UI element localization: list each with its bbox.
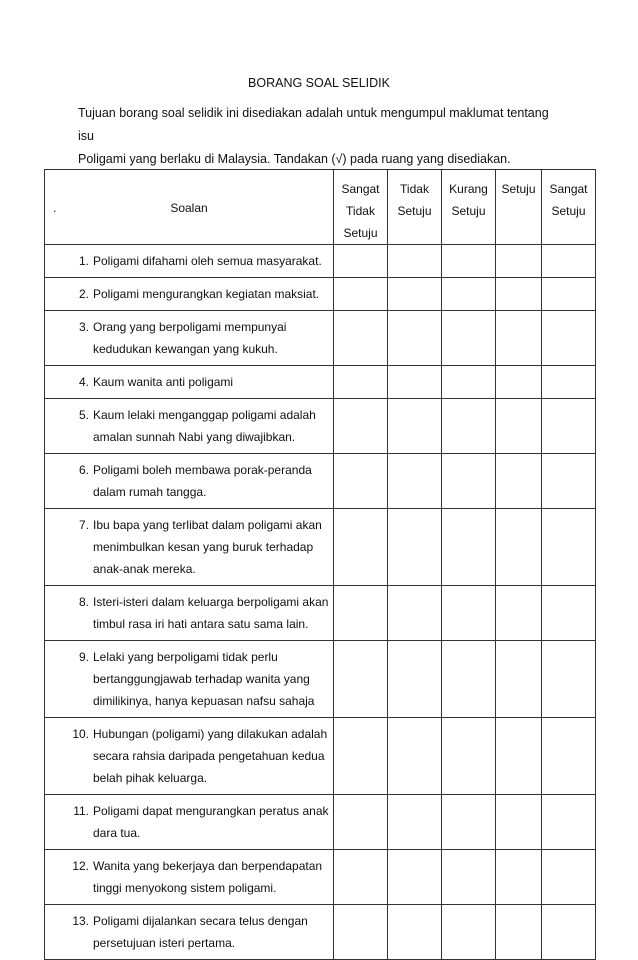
table-row: [45, 641, 596, 718]
answer-checkbox-cell[interactable]: [442, 311, 496, 366]
question-text-line: timbul rasa iri hati antara satu sama lain.: [93, 617, 309, 631]
question-number: 1.: [78, 254, 89, 268]
table-row: [45, 399, 596, 454]
intro-line: Tujuan borang soal selidik ini disediakan adalah untuk mengumpul maklumat tentang isu: [78, 106, 549, 143]
answer-checkbox-cell[interactable]: [496, 509, 542, 586]
answer-checkbox-cell[interactable]: [442, 850, 496, 905]
question-text: [93, 404, 329, 448]
question-text-line: anak-anak mereka.: [93, 562, 196, 576]
answer-checkbox-cell[interactable]: [542, 718, 596, 795]
question-text-line: Kaum wanita anti poligami: [93, 375, 234, 389]
option-header-line: Sangat: [549, 182, 588, 196]
question-cell: [45, 586, 334, 641]
answer-checkbox-cell[interactable]: [542, 509, 596, 586]
question-text: [93, 800, 329, 844]
answer-checkbox-cell[interactable]: [542, 850, 596, 905]
intro-paragraph: [78, 102, 568, 171]
form-title: BORANG SOAL SELIDIK: [248, 76, 390, 90]
question-text-line: dalam rumah tangga.: [93, 485, 207, 499]
answer-checkbox-cell[interactable]: [496, 366, 542, 399]
question-cell: [45, 454, 334, 509]
question-number: 4.: [78, 375, 89, 389]
answer-checkbox-cell[interactable]: [496, 454, 542, 509]
question-text-line: persetujuan isteri pertama.: [93, 936, 236, 950]
question-text-line: menimbulkan kesan yang buruk terhadap: [93, 540, 314, 554]
question-cell: [45, 278, 334, 311]
table-row: [45, 311, 596, 366]
question-number: 8.: [78, 595, 89, 609]
answer-checkbox-cell[interactable]: [388, 905, 442, 960]
answer-checkbox-cell[interactable]: [442, 366, 496, 399]
question-text-line: belah pihak keluarga.: [93, 771, 208, 785]
answer-checkbox-cell[interactable]: [442, 905, 496, 960]
question-text-line: Poligami boleh membawa porak-peranda: [93, 463, 312, 477]
answer-checkbox-cell[interactable]: [334, 718, 388, 795]
header-row: [45, 170, 596, 245]
question-text: [93, 371, 329, 393]
answer-checkbox-cell[interactable]: [496, 641, 542, 718]
question-text-line: Hubungan (poligami) yang dilakukan adalah: [93, 727, 328, 741]
answer-checkbox-cell[interactable]: [334, 509, 388, 586]
question-text: [93, 514, 329, 580]
answer-checkbox-cell[interactable]: [388, 399, 442, 454]
intro-line: Poligami yang berlaku di Malaysia. Tandakan (√) pada ruang yang disediakan.: [78, 152, 511, 166]
answer-checkbox-cell[interactable]: [442, 795, 496, 850]
question-number: 13.: [72, 914, 89, 928]
question-number: 12.: [72, 859, 89, 873]
answer-checkbox-cell[interactable]: [334, 399, 388, 454]
question-cell: [45, 509, 334, 586]
question-cell: [45, 641, 334, 718]
question-cell: [45, 399, 334, 454]
answer-checkbox-cell[interactable]: [496, 245, 542, 278]
question-number: 11.: [73, 804, 89, 818]
question-number: 5.: [78, 408, 89, 422]
question-text-line: Ibu bapa yang terlibat dalam poligami akan: [93, 518, 322, 532]
answer-checkbox-cell[interactable]: [496, 905, 542, 960]
answer-checkbox-cell[interactable]: [442, 586, 496, 641]
question-text: [93, 316, 329, 360]
question-text-line: amalan sunnah Nabi yang diwajibkan.: [93, 430, 296, 444]
answer-checkbox-cell[interactable]: [496, 586, 542, 641]
option-header-line: Setuju: [551, 204, 586, 218]
table-row: [45, 905, 596, 960]
option-header-agree: [496, 170, 542, 245]
table-row: [45, 366, 596, 399]
survey-table: [44, 169, 596, 960]
table-row: [45, 586, 596, 641]
answer-checkbox-cell[interactable]: [442, 278, 496, 311]
answer-checkbox-cell[interactable]: [542, 586, 596, 641]
question-text-line: dara tua.: [93, 826, 141, 840]
table-row: [45, 245, 596, 278]
answer-checkbox-cell[interactable]: [496, 718, 542, 795]
header-dot: .: [53, 201, 57, 215]
question-text: [93, 283, 329, 305]
question-cell: [45, 311, 334, 366]
question-text-line: Isteri-isteri dalam keluarga berpoligami akan: [93, 595, 329, 609]
question-text: [93, 646, 329, 712]
option-header-line: Setuju: [397, 204, 432, 218]
option-header-line: Sangat: [341, 182, 380, 196]
question-text-line: kedudukan kewangan yang kukuh.: [93, 342, 278, 356]
option-header-strongly-agree: [542, 170, 596, 245]
survey-body: [45, 245, 596, 960]
answer-checkbox-cell[interactable]: [442, 641, 496, 718]
question-number: 7.: [78, 518, 89, 532]
question-text-line: Lelaki yang berpoligami tidak perlu: [93, 650, 278, 664]
answer-checkbox-cell[interactable]: [442, 718, 496, 795]
answer-checkbox-cell[interactable]: [388, 311, 442, 366]
table-row: [45, 850, 596, 905]
option-header-line: Setuju: [501, 182, 536, 196]
answer-checkbox-cell[interactable]: [388, 718, 442, 795]
answer-checkbox-cell[interactable]: [496, 399, 542, 454]
question-cell: [45, 366, 334, 399]
answer-checkbox-cell[interactable]: [334, 366, 388, 399]
answer-checkbox-cell[interactable]: [388, 454, 442, 509]
question-cell: [45, 850, 334, 905]
question-text-line: Poligami mengurangkan kegiatan maksiat.: [93, 287, 320, 301]
answer-checkbox-cell[interactable]: [388, 586, 442, 641]
option-header-line: Setuju: [343, 226, 378, 240]
option-header-strongly-disagree: [334, 170, 388, 245]
question-text-line: Wanita yang bekerjaya dan berpendapatan: [93, 859, 323, 873]
option-header-line: Kurang: [449, 182, 488, 196]
answer-checkbox-cell[interactable]: [388, 641, 442, 718]
answer-checkbox-cell[interactable]: [334, 850, 388, 905]
answer-checkbox-cell[interactable]: [542, 245, 596, 278]
answer-checkbox-cell[interactable]: [388, 509, 442, 586]
answer-checkbox-cell[interactable]: [496, 311, 542, 366]
question-text-line: Poligami dapat mengurangkan peratus anak: [93, 804, 329, 818]
question-text: [93, 591, 329, 635]
question-text-line: Poligami difahami oleh semua masyarakat.: [93, 254, 322, 268]
question-text: [93, 910, 329, 954]
option-header-line: Tidak: [400, 182, 429, 196]
answer-checkbox-cell[interactable]: [334, 586, 388, 641]
option-header-somewhat-agree: [442, 170, 496, 245]
answer-checkbox-cell[interactable]: [388, 850, 442, 905]
option-header-line: Setuju: [451, 204, 486, 218]
answer-checkbox-cell[interactable]: [542, 399, 596, 454]
question-text-line: bertanggungjawab terhadap wanita yang: [93, 672, 310, 686]
answer-checkbox-cell[interactable]: [542, 905, 596, 960]
answer-checkbox-cell[interactable]: [334, 641, 388, 718]
table-row: [45, 454, 596, 509]
answer-checkbox-cell[interactable]: [542, 366, 596, 399]
answer-checkbox-cell[interactable]: [334, 278, 388, 311]
answer-checkbox-cell[interactable]: [442, 509, 496, 586]
answer-checkbox-cell[interactable]: [542, 795, 596, 850]
answer-checkbox-cell[interactable]: [334, 795, 388, 850]
answer-checkbox-cell[interactable]: [496, 850, 542, 905]
question-text-line: dimilikinya, hanya kepuasan nafsu sahaja: [93, 694, 315, 708]
question-text: [93, 250, 329, 272]
answer-checkbox-cell[interactable]: [542, 278, 596, 311]
question-text-line: Poligami dijalankan secara telus dengan: [93, 914, 308, 928]
table-row: [45, 278, 596, 311]
answer-checkbox-cell[interactable]: [542, 454, 596, 509]
answer-checkbox-cell[interactable]: [334, 245, 388, 278]
question-text-line: Kaum lelaki menganggap poligami adalah: [93, 408, 316, 422]
answer-checkbox-cell[interactable]: [388, 366, 442, 399]
answer-checkbox-cell[interactable]: [334, 454, 388, 509]
answer-checkbox-cell[interactable]: [496, 795, 542, 850]
question-number: 6.: [78, 463, 89, 477]
question-text: [93, 723, 329, 789]
answer-checkbox-cell[interactable]: [388, 278, 442, 311]
answer-checkbox-cell[interactable]: [388, 795, 442, 850]
question-cell: [45, 718, 334, 795]
answer-checkbox-cell[interactable]: [496, 278, 542, 311]
question-cell: [45, 245, 334, 278]
question-text-line: tinggi menyokong sistem poligami.: [93, 881, 277, 895]
answer-checkbox-cell[interactable]: [542, 311, 596, 366]
question-header-label: Soalan: [170, 201, 208, 215]
answer-checkbox-cell[interactable]: [442, 454, 496, 509]
question-column-header: [45, 170, 334, 245]
question-text: [93, 459, 329, 503]
question-number: 2.: [78, 287, 89, 301]
question-number: 3.: [78, 320, 89, 334]
answer-checkbox-cell[interactable]: [334, 905, 388, 960]
question-text: [93, 855, 329, 899]
question-text-line: Orang yang berpoligami mempunyai: [93, 320, 287, 334]
question-number: 10.: [72, 727, 89, 741]
question-number: 9.: [78, 650, 89, 664]
table-row: [45, 718, 596, 795]
answer-checkbox-cell[interactable]: [334, 311, 388, 366]
table-row: [45, 509, 596, 586]
answer-checkbox-cell[interactable]: [388, 245, 442, 278]
answer-checkbox-cell[interactable]: [442, 245, 496, 278]
question-text-line: secara rahsia daripada pengetahuan kedua: [93, 749, 325, 763]
question-cell: [45, 795, 334, 850]
table-row: [45, 795, 596, 850]
answer-checkbox-cell[interactable]: [442, 399, 496, 454]
option-header-line: Tidak: [346, 204, 375, 218]
question-cell: [45, 905, 334, 960]
option-header-disagree: [388, 170, 442, 245]
answer-checkbox-cell[interactable]: [542, 641, 596, 718]
